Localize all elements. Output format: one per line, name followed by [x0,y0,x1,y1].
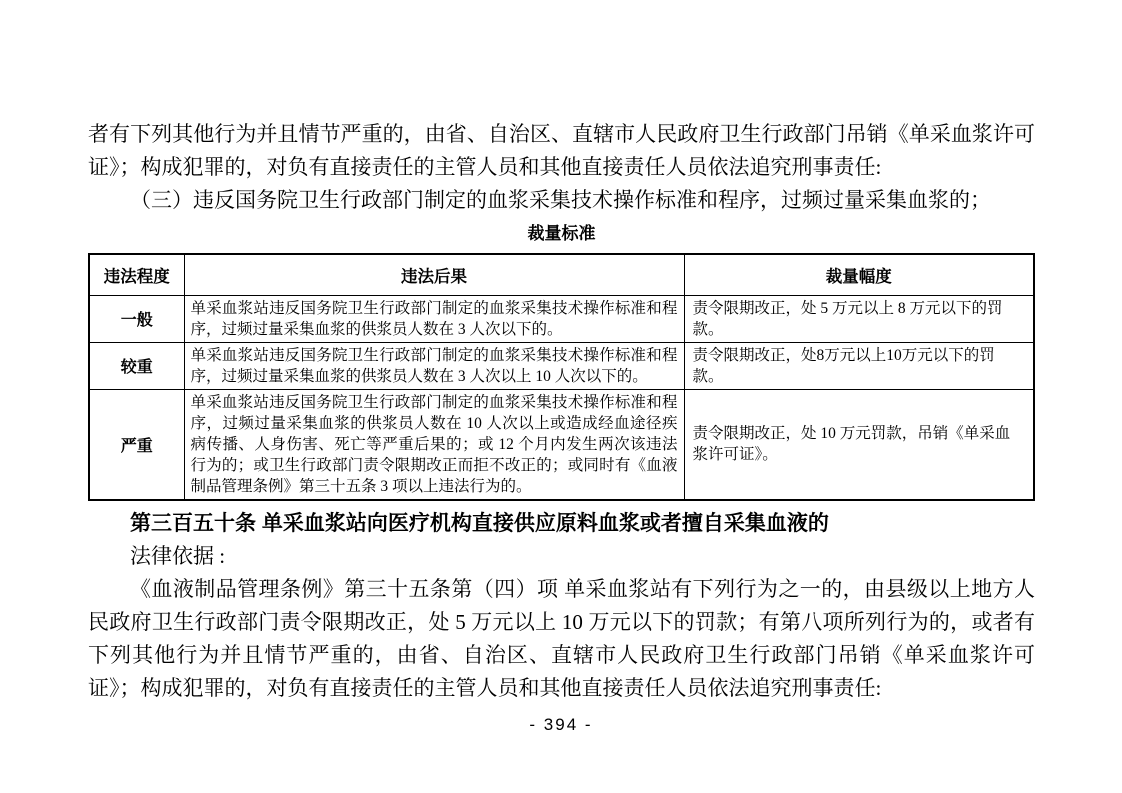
item-three-paragraph: （三）违反国务院卫生行政部门制定的血浆采集技术操作标准和程序，过频过量采集血浆的； [130,188,991,212]
table-title: 裁量标准 [527,224,596,243]
consequence-cell: 单采血浆站违反国务院卫生行政部门制定的血浆采集技术操作标准和程序，过频过量采集血浆的供浆员人数在 3 人次以下的。 [184,295,684,342]
legal-basis-paragraph: 《血液制品管理条例》第三十五条第（四）项 单采血浆站有下列行为之一的，由县级以上地方人民政府卫生行政部门责令限期改正，处 5 万元以上 10 万元以下的罚款；有第八项所列行为的，或者有下列其他行为并且情节严重的，由省、自治区、直辖市人民政府卫生行政部门吊销《单采血浆许可证》；构成犯罪的，对负有直接责任的主管人员和其他直接责任人员依法追究刑事责任: [88,576,1035,700]
consequence-cell: 单采血浆站违反国务院卫生行政部门制定的血浆采集技术操作标准和程序，过频过量采集血浆的供浆员人数在 3 人次以上 10 人次以下的。 [184,342,684,389]
article-350-heading: 第三百五十条 单采血浆站向医疗机构直接供应原料血浆或者擅自采集血液的 [130,511,829,535]
range-cell: 责令限期改正，处 5 万元以上 8 万元以下的罚款。 [684,295,1034,342]
page-number: - 394 - [529,715,593,734]
range-cell: 责令限期改正，处 10 万元罚款，吊销《单采血浆许可证》。 [684,389,1034,500]
table-row-severe [89,389,1034,500]
degree-cell: 一般 [89,295,184,342]
consequence-cell: 单采血浆站违反国务院卫生行政部门制定的血浆采集技术操作标准和程序，过频过量采集血浆的供浆员人数在 10 人次以上或造成经血途径疾病传播、人身伤害、死亡等严重后果的；或 12 个月内发生两次该违法行为的；或卫生行政部门责令限期改正而拒不改正的；或同时有《血液制品管理条例》第三十五条 3 项以上违法行为的。 [184,389,684,500]
degree-cell: 严重 [89,389,184,500]
page-content [88,118,1035,705]
table-row-general [89,295,1034,342]
range-cell: 责令限期改正，处8万元以上10万元以下的罚款。 [684,342,1034,389]
legal-basis-label: 法律依据 : [130,543,226,568]
continuation-paragraph: 者有下列其他行为并且情节严重的，由省、自治区、直辖市人民政府卫生行政部门吊销《单采血浆许可证》；构成犯罪的，对负有直接责任的主管人员和其他直接责任人员依法追究刑事责任: [88,122,1035,179]
table-row-serious [89,342,1034,389]
header-discretion-range: 裁量幅度 [684,254,1034,295]
table-header-row [89,254,1034,295]
degree-cell: 较重 [89,342,184,389]
discretion-standards-table [88,253,1035,501]
header-violation-degree: 违法程度 [89,254,184,295]
header-violation-consequence: 违法后果 [184,254,684,295]
